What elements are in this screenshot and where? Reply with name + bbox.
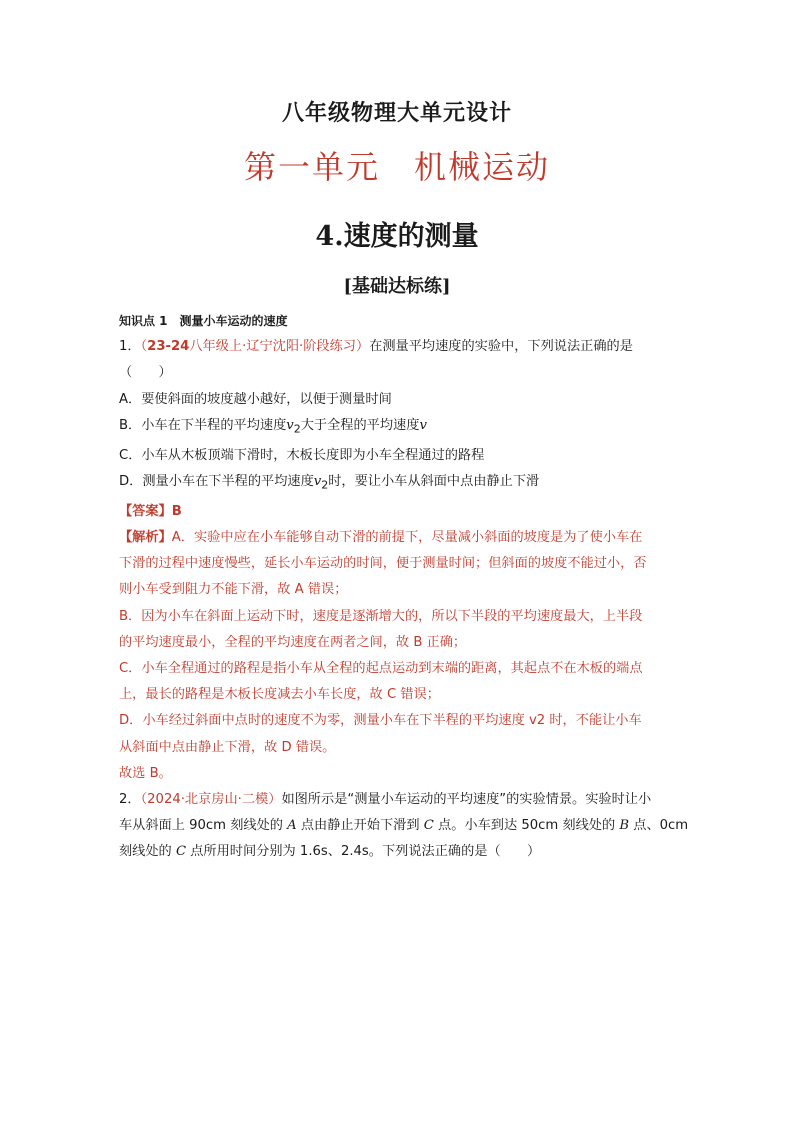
question-2-line-2 — [119, 813, 689, 839]
question-source: 八年级上·辽宁沈阳·阶段练习） — [189, 339, 370, 355]
option-d-subscript: 2 — [321, 478, 329, 492]
analysis-conclusion: 故选 B。 — [119, 765, 172, 781]
option-b-variable: v — [286, 417, 294, 433]
analysis-line-1 — [119, 525, 679, 551]
question-source: （2024·北京房山·二模） — [140, 791, 282, 807]
question-text: 在测量平均速度的实验中，下列说法正确的是 — [369, 339, 633, 355]
question-2-text: 点、0cm — [629, 818, 689, 834]
question-2-line-3 — [119, 839, 679, 865]
point-label-a: A — [287, 818, 297, 834]
option-b-subscript: 2 — [293, 422, 301, 436]
analysis-line-3: 则小车受到阻力不能下滑，故 A 错误； — [119, 582, 348, 598]
question-number: 2． — [119, 791, 141, 807]
question-2-text: 点由静止开始下滑到 — [296, 818, 424, 834]
analysis-line-9: 从斜面中点由静止下滑，故 D 错误。 — [119, 739, 336, 755]
option-b — [119, 413, 679, 443]
analysis-line-5: 的平均速度最小，全程的平均速度在两者之间，故 B 正确； — [119, 634, 467, 650]
analysis-text-1: A．实验中应在小车能够自动下滑的前提下，尽量减小斜面的坡度是为了使小车在 — [171, 529, 643, 545]
content-body — [119, 308, 689, 866]
option-d — [119, 469, 679, 499]
question-source-year: 23-24 — [147, 339, 190, 355]
analysis-line-2: 下滑的过程中速度慢些，延长小车运动的时间，便于测量时间；但斜面的坡度不能过小，否 — [119, 556, 647, 572]
point-label-b: B — [619, 818, 630, 834]
question-number: 1． — [119, 339, 141, 355]
option-d-text: D．测量小车在下半程的平均速度 — [119, 473, 314, 489]
analysis-tag: 【解析】 — [119, 529, 172, 545]
lesson-title: 4.速度的测量 — [315, 221, 479, 252]
analysis-line-7: 上，最长的路程是木板长度减去小车长度，故 C 错误； — [119, 687, 440, 703]
analysis-line-4: B．因为小车在斜面上运动下时，速度是逐渐增大的，所以下半段的平均速度最大，上半段 — [119, 608, 643, 624]
question-2-stem — [119, 787, 679, 813]
option-b-text-mid: 大于全程的平均速度 — [300, 417, 420, 433]
answer-paren: （ ） — [119, 365, 172, 381]
option-a: A．要使斜面的坡度越小越好，以便于测量时间 — [119, 391, 392, 407]
question-2-text: 车从斜面上 90cm 刻线处的 — [119, 818, 288, 834]
option-b-variable-2: v — [419, 417, 427, 433]
answer-line: 【答案】B — [119, 503, 182, 519]
question-source-open: （ — [140, 339, 148, 355]
question-2-text: 点所用时间分别为 1.6s、2.4s。下列说法正确的是（ ） — [186, 844, 541, 860]
option-d-text-end: 时，要让小车从斜面中点由静止下滑 — [328, 473, 540, 489]
unit-title: 第一单元 机械运动 — [243, 148, 550, 186]
question-2-text: 点。小车到达 50cm 刻线处的 — [433, 818, 620, 834]
analysis-line-8: D．小车经过斜面中点时的速度不为零，测量小车在下半程的平均速度 v2 时，不能让小车 — [119, 713, 642, 729]
option-c: C．小车从木板顶端下滑时，木板长度即为小车全程通过的路程 — [119, 447, 485, 463]
document-title: 八年级物理大单元设计 — [281, 100, 512, 126]
knowledge-point-heading: 知识点 1 测量小车运动的速度 — [119, 314, 288, 328]
question-text: 如图所示是“测量小车运动的平均速度”的实验情景。实验时让小 — [281, 791, 652, 807]
option-d-variable: v — [313, 473, 322, 489]
point-label-c: C — [175, 844, 187, 860]
question-1-stem — [119, 334, 679, 360]
option-b-text: B．小车在下半程的平均速度 — [119, 417, 287, 433]
point-label-c: C — [423, 818, 434, 834]
question-2-text: 刻线处的 — [119, 844, 176, 860]
section-title: [基础达标练] — [343, 276, 451, 297]
analysis-line-6: C．小车全程通过的路程是指小车从全程的起点运动到末端的距离，其起点不在木板的端点 — [119, 660, 643, 676]
